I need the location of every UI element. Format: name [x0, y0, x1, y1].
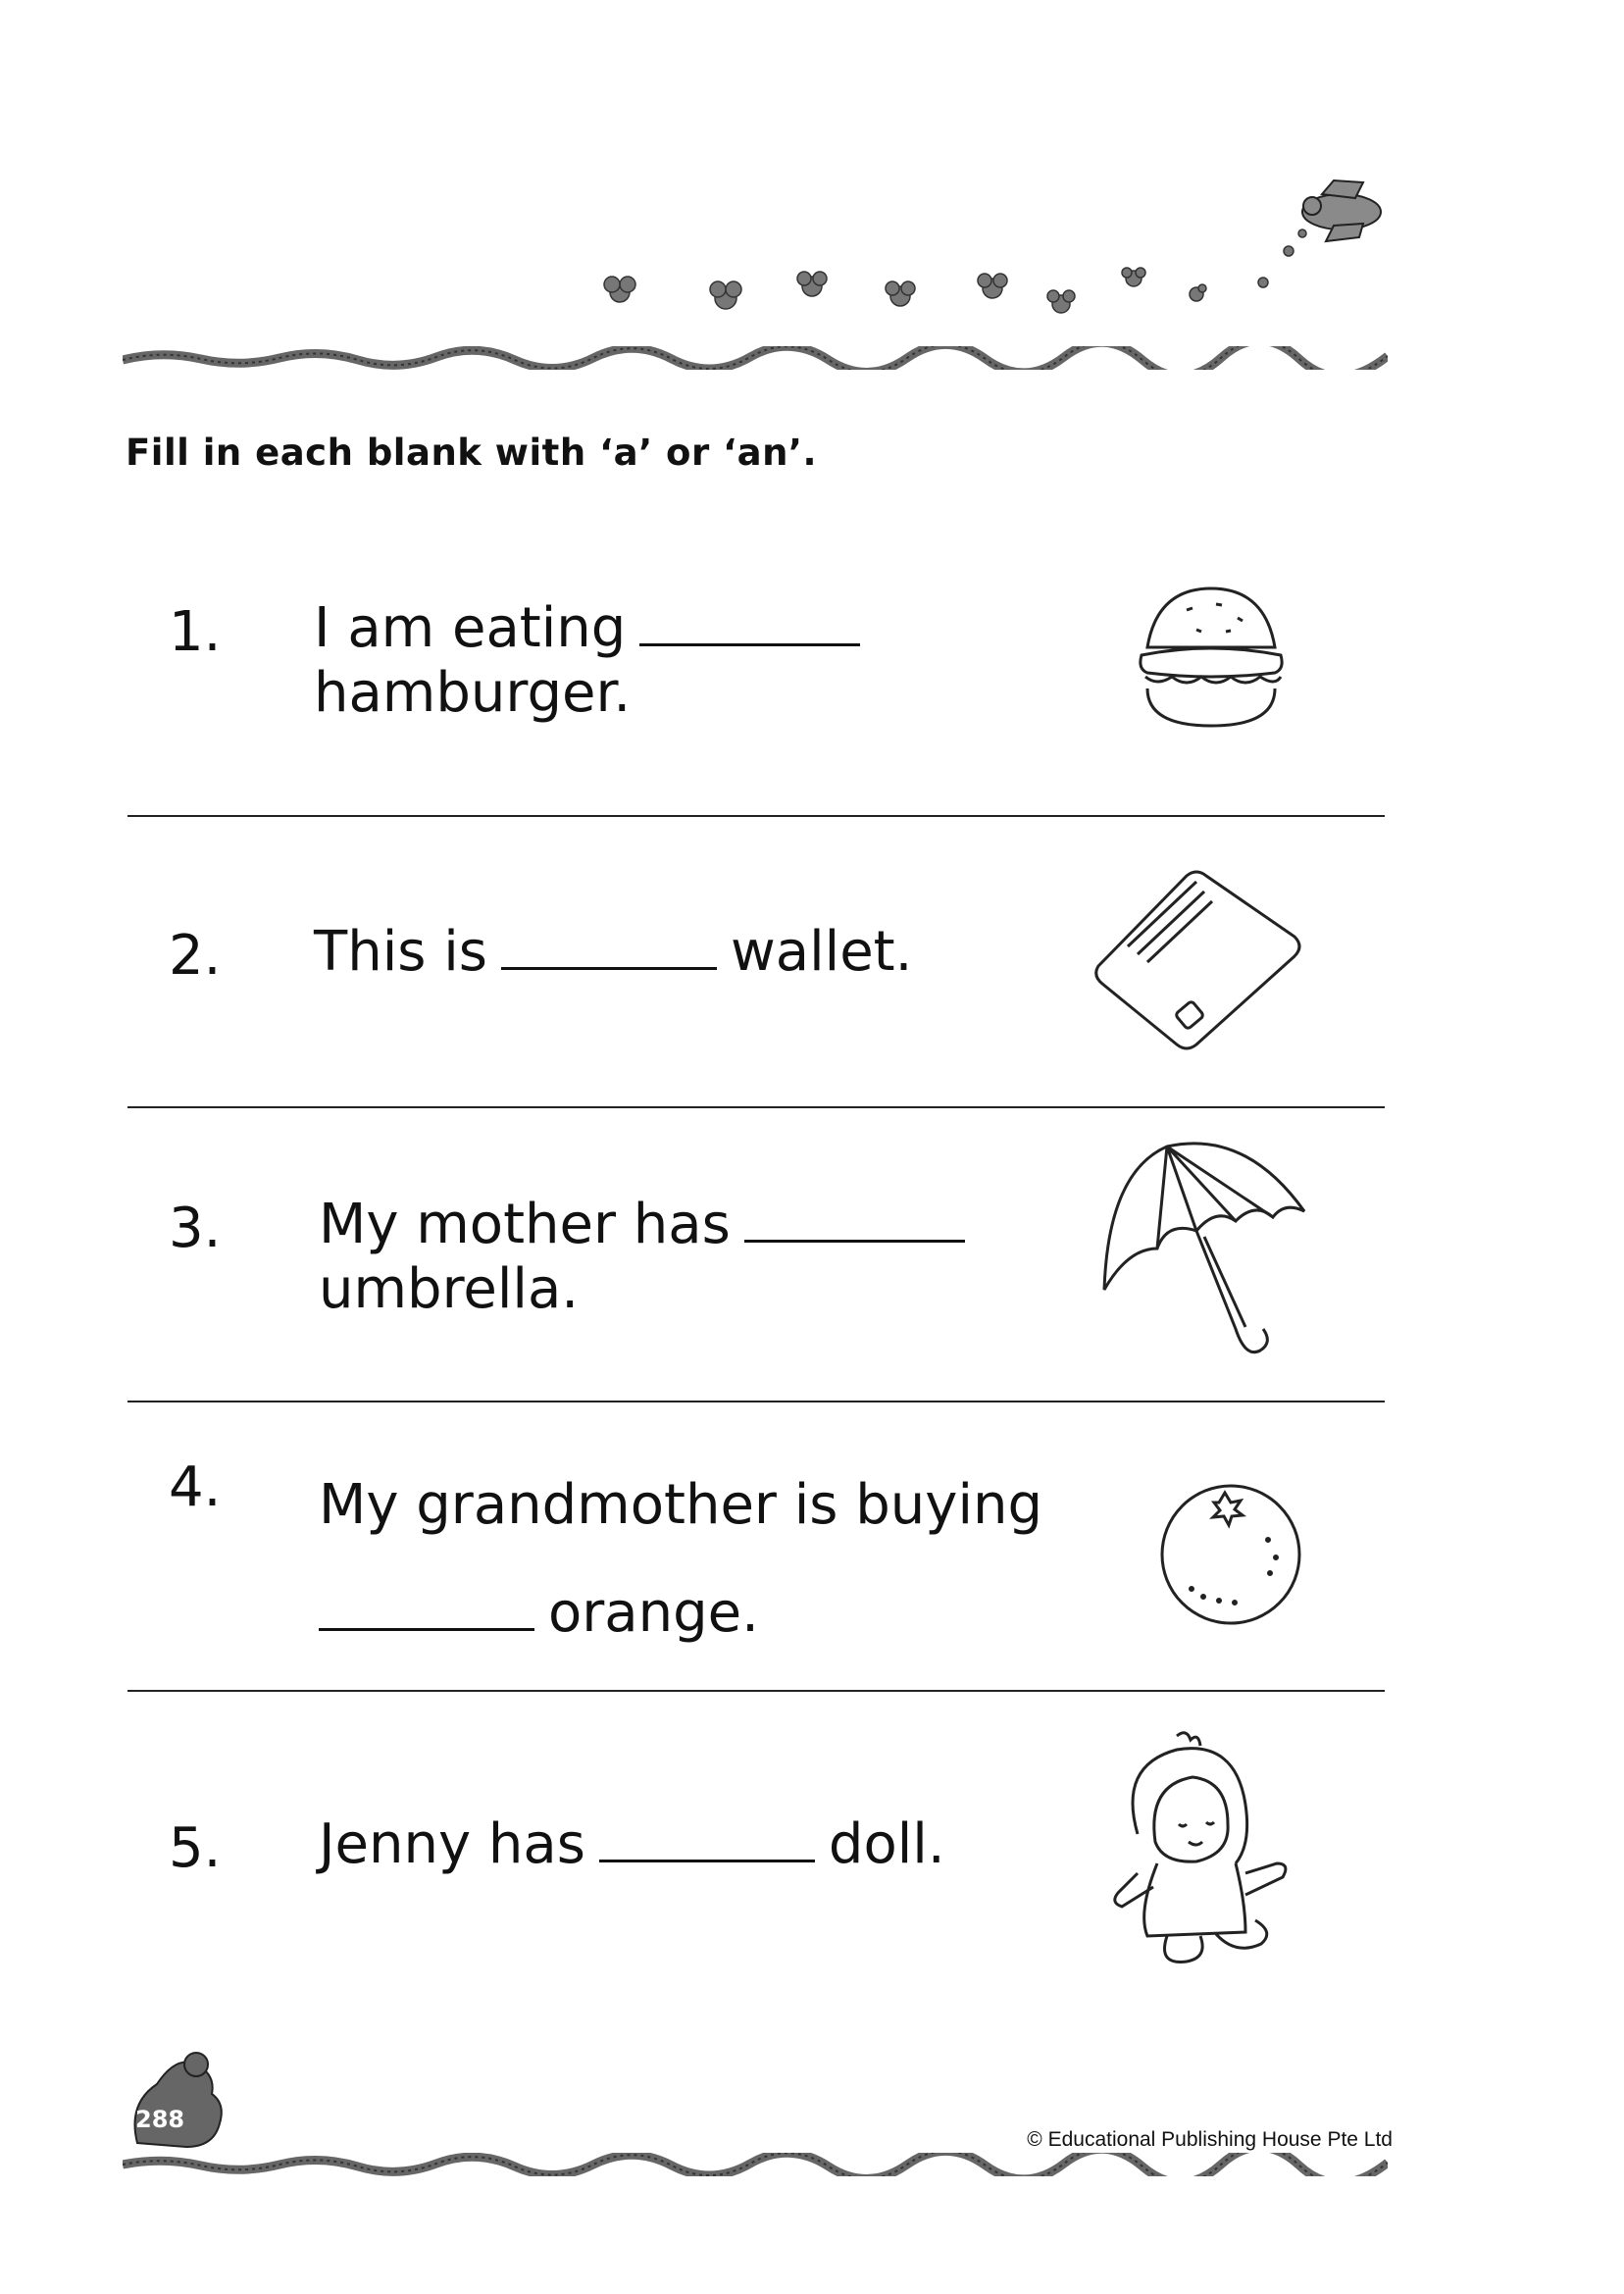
question-2-blank[interactable]: [501, 966, 717, 970]
page-number-badge: [118, 2045, 235, 2153]
elephant-mascot-icon: [118, 2045, 235, 2153]
question-2-text: [314, 920, 912, 985]
hamburger-icon: [1128, 579, 1294, 736]
question-3-text: [319, 1193, 979, 1322]
top-divider: [123, 346, 1388, 370]
umbrella-icon: [1089, 1133, 1314, 1378]
copyright-text: © Educational Publishing House Pte Ltd: [1027, 2128, 1393, 2151]
question-5-after: doll.: [828, 1812, 945, 1876]
question-3-blank[interactable]: [744, 1239, 965, 1243]
instruction-text: Fill in each blank with ‘a’ or ‘an’.: [126, 432, 818, 474]
question-4-text: [319, 1452, 1042, 1667]
question-4-blank[interactable]: [319, 1627, 534, 1631]
question-5-blank[interactable]: [599, 1859, 815, 1862]
question-2-number: 2.: [169, 924, 222, 988]
airplane-icon: [1302, 180, 1381, 241]
question-4-line1: My grandmother is buying: [319, 1473, 1043, 1537]
question-3-number: 3.: [169, 1197, 222, 1260]
question-1-blank[interactable]: [639, 642, 860, 646]
question-2-before: This is: [314, 920, 487, 984]
question-divider-1: [127, 815, 1385, 817]
wallet-icon: [1089, 858, 1314, 1054]
question-divider-3: [127, 1401, 1385, 1402]
question-divider-2: [127, 1106, 1385, 1108]
question-1-text: [314, 596, 874, 726]
question-1-line2: hamburger.: [314, 661, 632, 726]
page-number: 288: [135, 2106, 185, 2133]
question-3-line2: umbrella.: [319, 1257, 580, 1322]
question-4-after: orange.: [548, 1581, 759, 1645]
doll-icon: [1098, 1726, 1314, 1981]
question-5-number: 5.: [169, 1816, 222, 1880]
question-4-number: 4.: [169, 1455, 222, 1519]
question-divider-4: [127, 1690, 1385, 1692]
question-5-text: [319, 1812, 945, 1877]
question-1-line1: I am eating: [314, 596, 627, 660]
flower-trail-decoration: [588, 177, 1402, 324]
question-1-number: 1.: [169, 600, 222, 664]
bottom-divider: [123, 2153, 1388, 2176]
question-5-before: Jenny has: [319, 1812, 585, 1876]
question-3-line1: My mother has: [319, 1193, 731, 1256]
orange-icon: [1152, 1471, 1319, 1638]
question-2-after: wallet.: [730, 920, 913, 984]
